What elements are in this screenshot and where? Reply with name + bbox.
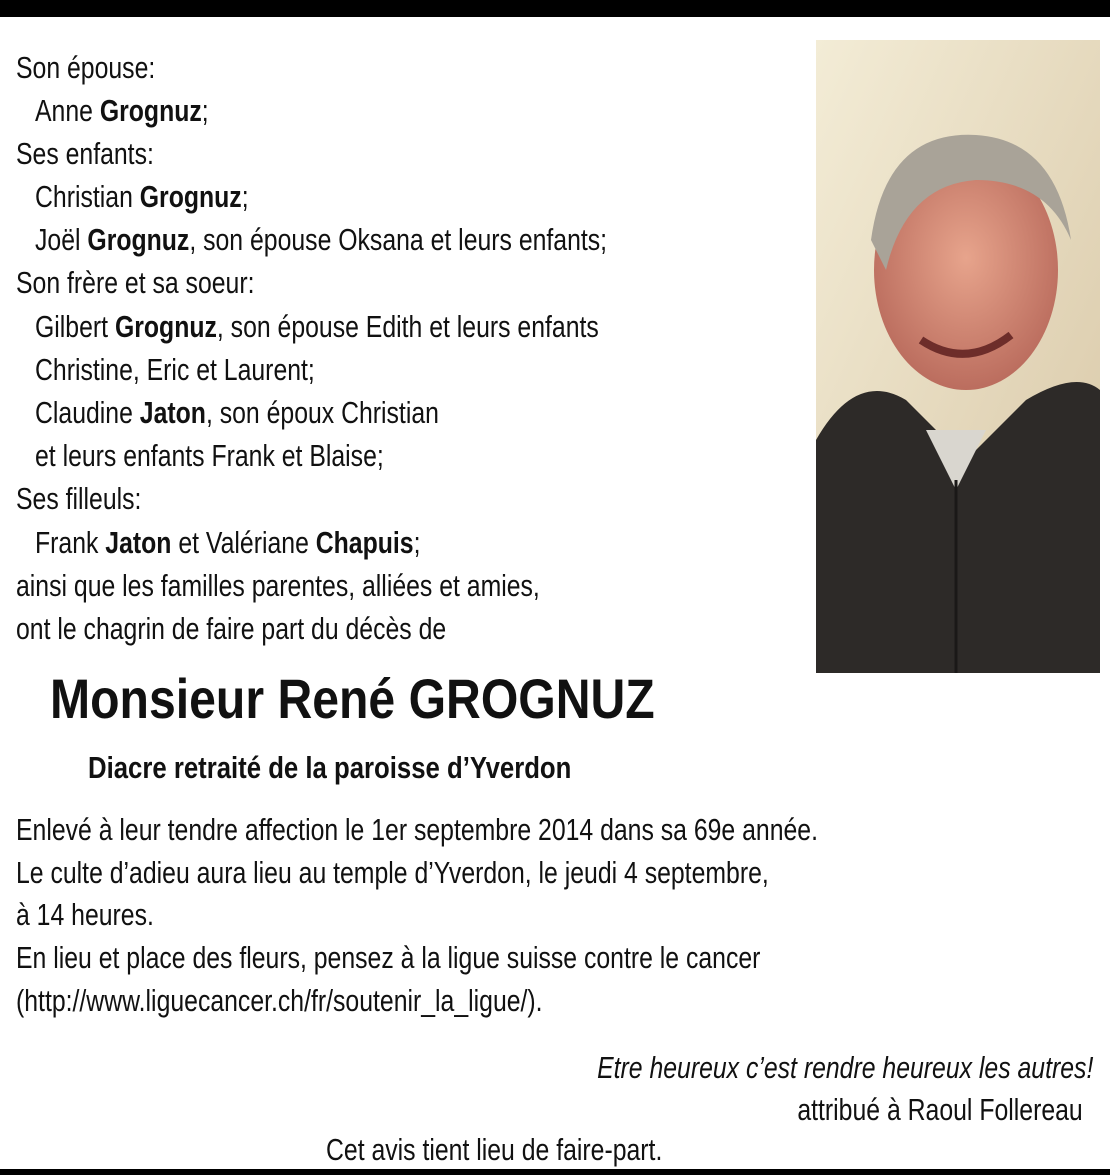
quote-attribution: attribué à Raoul Follereau (797, 1092, 1083, 1127)
siblings-heading: Son frère et sa soeur: (16, 265, 255, 300)
families-line: ainsi que les familles parentes, alliées et amies, (16, 568, 540, 603)
top-border (0, 0, 1110, 17)
body-line: (http://www.liguecancer.ch/fr/soutenir_la_ligue/). (16, 983, 543, 1018)
sibling-line-cont: Christine, Eric et Laurent; (35, 352, 315, 387)
godchildren-heading: Ses filleuls: (16, 481, 142, 516)
deceased-role: Diacre retraité de la paroisse d’Yverdon (88, 750, 572, 785)
sibling-line: Gilbert Grognuz, son épouse Edith et leurs enfants (35, 309, 599, 344)
spouse-heading: Son épouse: (16, 50, 156, 85)
children-heading: Ses enfants: (16, 136, 154, 171)
godchildren-line: Frank Jaton et Valériane Chapuis; (35, 525, 421, 560)
sibling-line: Claudine Jaton, son époux Christian (35, 395, 439, 430)
spouse-line: Anne Grognuz; (35, 93, 209, 128)
announce-line: ont le chagrin de faire part du décès de (16, 611, 447, 646)
body-line: Enlevé à leur tendre affection le 1er septembre 2014 dans sa 69e année. (16, 812, 818, 847)
bottom-border (0, 1169, 1110, 1175)
child-line: Joël Grognuz, son épouse Oksana et leurs enfants; (35, 222, 608, 257)
deceased-name: Monsieur René GROGNUZ (50, 667, 655, 730)
body-line: à 14 heures. (16, 897, 154, 932)
closing-note: Cet avis tient lieu de faire-part. (326, 1132, 663, 1167)
child-line: Christian Grognuz; (35, 179, 249, 214)
quote: Etre heureux c’est rendre heureux les autres! (596, 1050, 1093, 1085)
sibling-line-cont: et leurs enfants Frank et Blaise; (35, 438, 384, 473)
body-line: Le culte d’adieu aura lieu au temple d’Yverdon, le jeudi 4 septembre, (16, 855, 769, 890)
portrait-photo (816, 40, 1100, 673)
body-line: En lieu et place des fleurs, pensez à la ligue suisse contre le cancer (16, 940, 761, 975)
